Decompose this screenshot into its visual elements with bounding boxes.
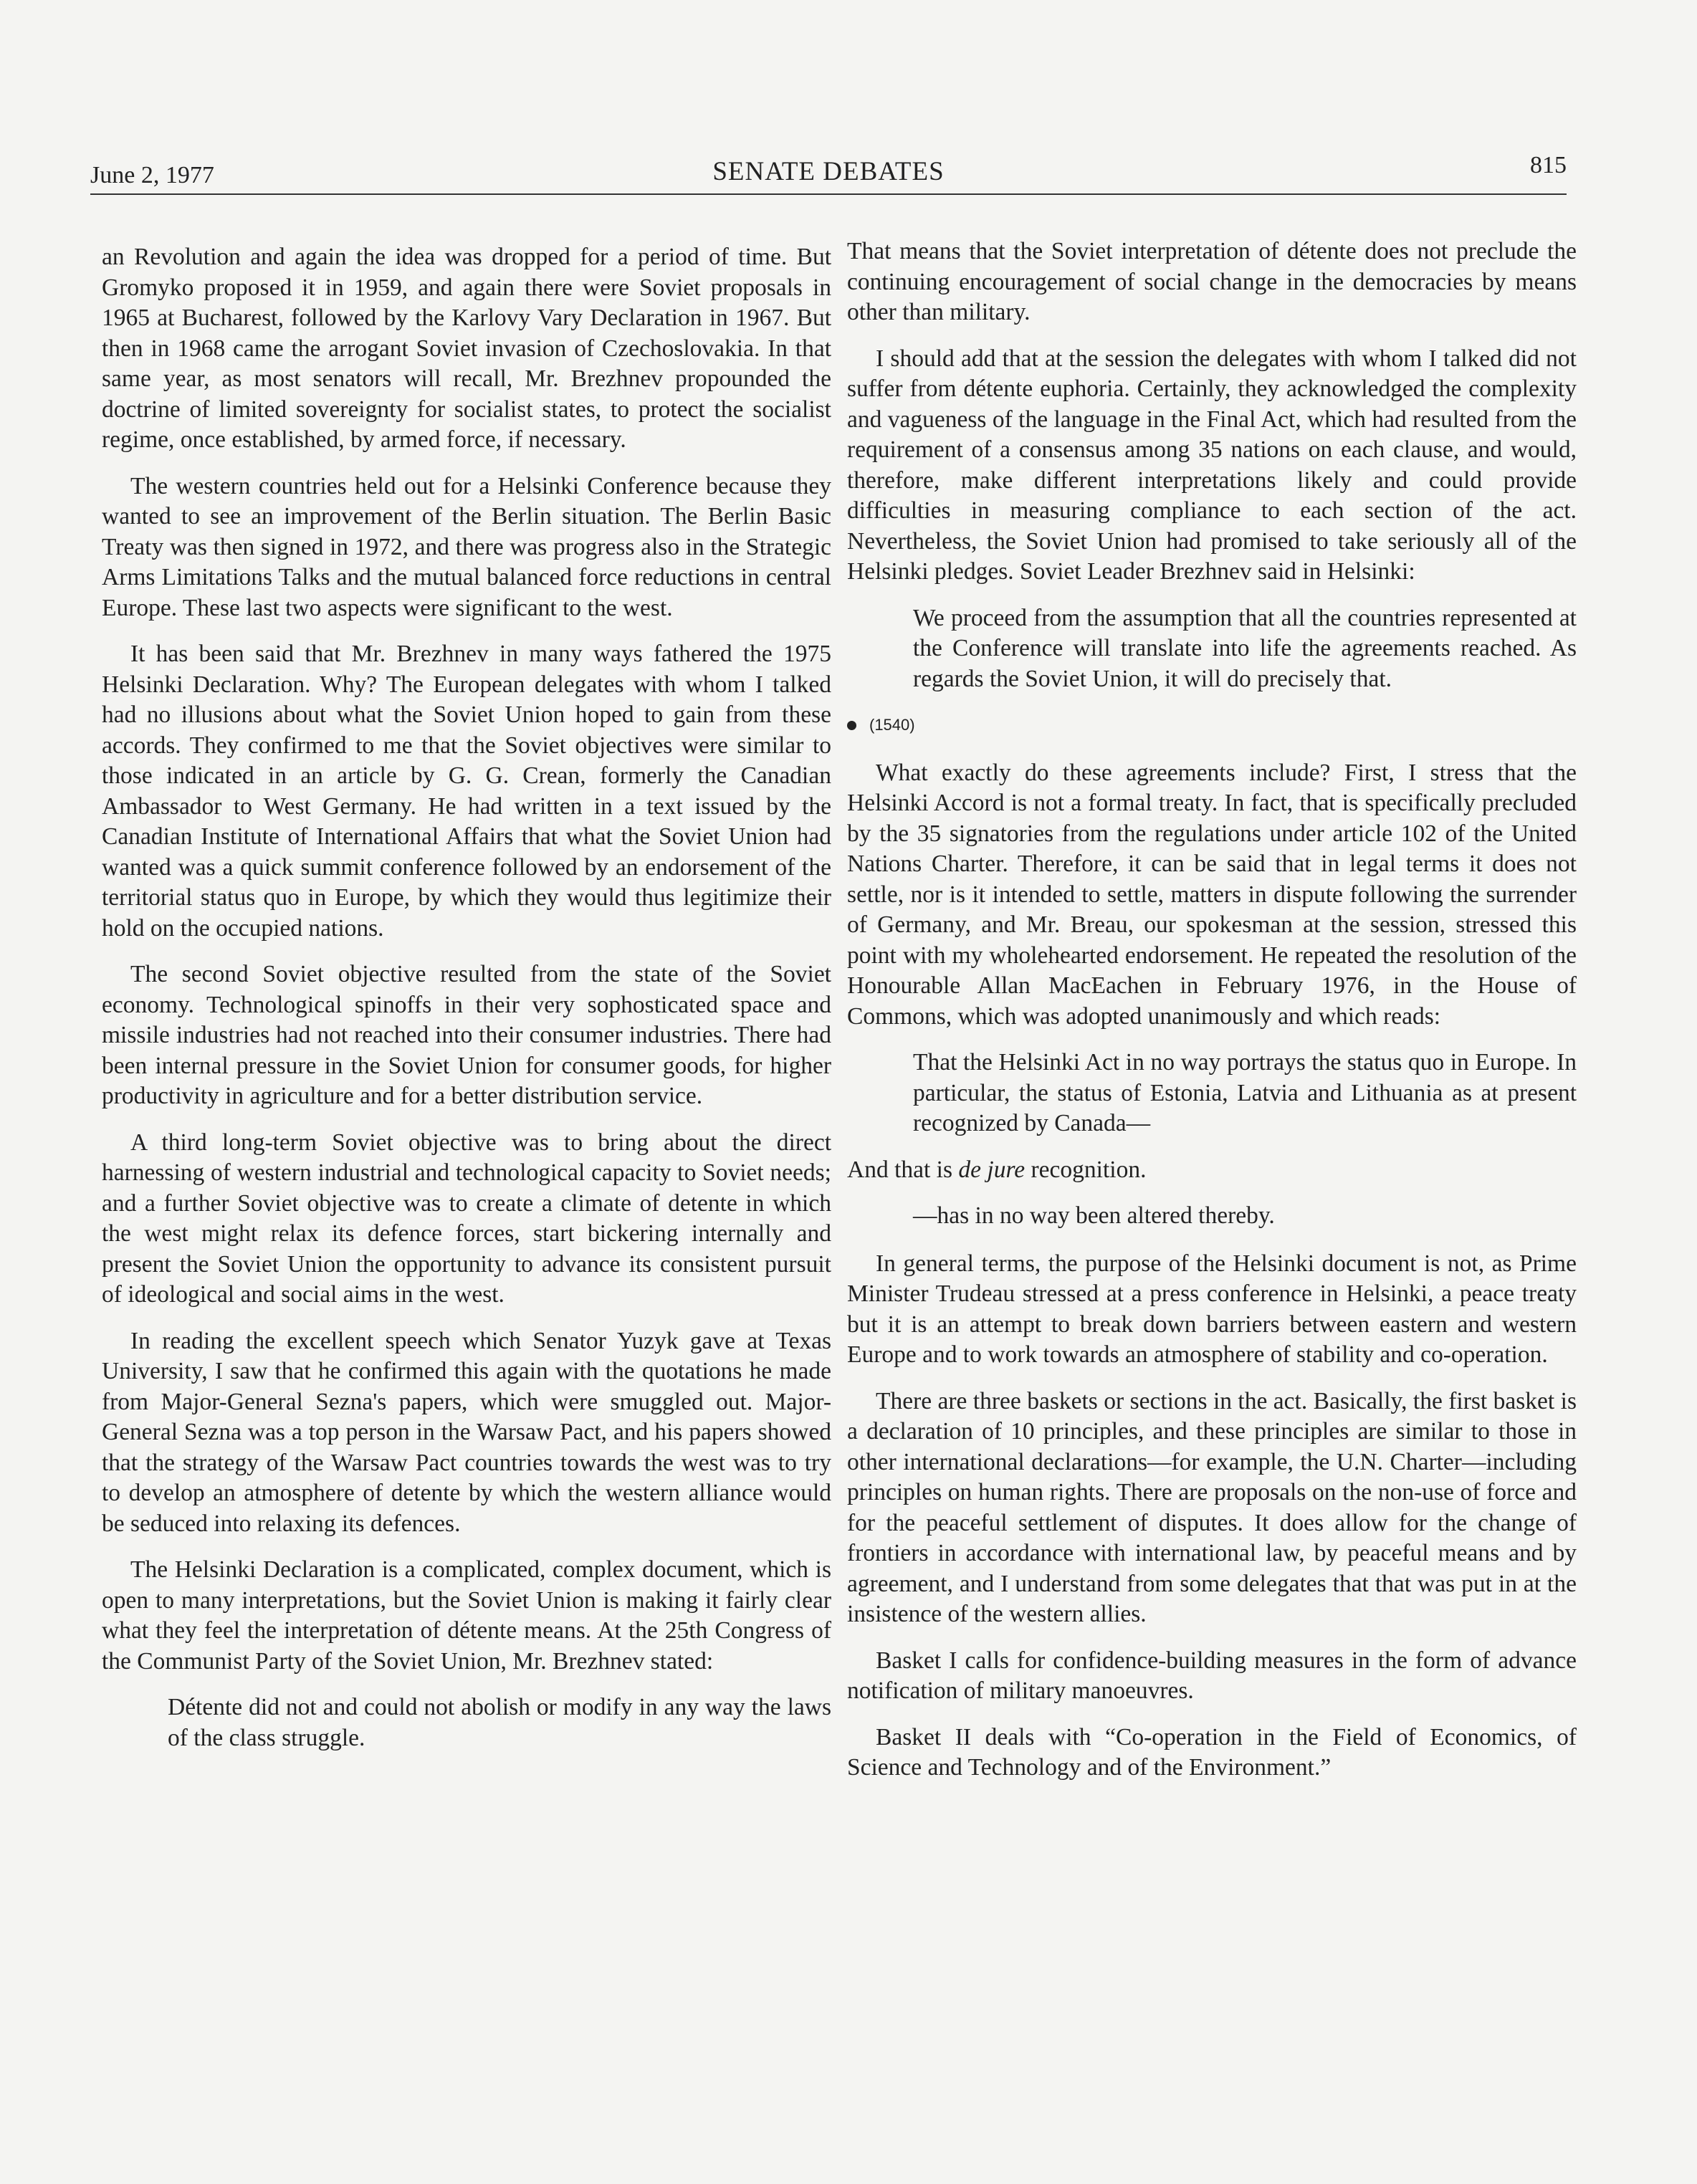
paragraph: The Helsinki Declaration is a complicated, complex document, which is open to many interpretations, but the Soviet Union is making it fairly clear what they feel the interpretation of détente means. At the 25th Congress of the Communist Party of the Soviet Union, Mr. Brezhnev stated:	[102, 1556, 831, 1675]
interjection	[847, 1155, 1577, 1186]
paragraph: There are three baskets or sections in the act. Basically, the first basket is a declaration of 10 principles, and these principles are similar to those in other international declarations—for example, the U.N. Charter—including principles on human rights. There are proposals on the non-use of force and for the peaceful settlement of disputes. It does allow for the change of frontiers in accordance with international law, by peaceful means and by agreement, and I understand from some delegates that that was put in at the insistence of the western allies.	[847, 1387, 1577, 1627]
paragraph: It has been said that Mr. Brezhnev in many ways fathered the 1975 Helsinki Declaration. Why? The European delegates with whom I talked had no illusions about what the Soviet Union hoped to gain from these accords. They confirmed to me that the Soviet objectives were similar to those indicated in an article by G. G. Crean, formerly the Canadian Ambassador to West Germany. He had written in a text issued by the Canadian Institute of International Affairs that what the Soviet Union had wanted was a quick summit conference followed by an endorsement of the territorial status quo in Europe, by which they would thus legitimize their hold on the occupied nations.	[102, 641, 831, 942]
paragraph: In reading the excellent speech which Senator Yuzyk gave at Texas University, I saw that he confirmed this again with the quotations he made from Major-General Sezna's papers, which were smuggled out. Major-General Sezna was a top person in the Warsaw Pact, and his papers showed that the strategy of the Warsaw Pact countries towards the west was to try to develop an atmosphere of detente by which the western alliance would be seduced into relaxing its defences.	[102, 1327, 831, 1537]
paragraph: That means that the Soviet interpretation of détente does not preclude the continuing encouragement of social change in the democracies by means other than military.	[847, 238, 1577, 325]
paragraph: The second Soviet objective resulted from the state of the Soviet economy. Technological spinoffs in their very sophosticated space and missile industries had not reached into their consumer industries. There had been internal pressure in the Soviet Union for consumer goods, for higher productivity in agriculture and for a better distribution service.	[102, 961, 831, 1109]
paragraph: I should add that at the session the delegates with whom I talked did not suffer from détente euphoria. Certainly, they acknowledged the complexity and vagueness of the language in the Final Act, which had resulted from the requirement of a consensus among 35 nations on each clause, and would, therefore, make different interpretations likely and could provide difficulties in measuring compliance to each section of the act. Nevertheless, the Soviet Union had promised to take seriously all of the Helsinki pledges. Soviet Leader Brezhnev said in Helsinki:	[847, 345, 1577, 585]
time-marker-label: (1540)	[869, 716, 915, 734]
page-number: 815	[1530, 152, 1567, 178]
block-quote: Détente did not and could not abolish or modify in any way the laws of the class struggle.	[168, 1694, 831, 1751]
left-column	[102, 242, 831, 1769]
paragraph: A third long-term Soviet objective was to bring about the direct harnessing of western industrial and technological capacity to Soviet needs; and a further Soviet objective was to create a climate of detente in which the west might relax its defence forces, start bickering internally and present the Soviet Union the opportunity to advance its consistent pursuit of ideological and social aims in the west.	[102, 1129, 831, 1308]
paragraph: Basket I calls for confidence-building measures in the form of advance notification of military manoeuvres.	[847, 1647, 1577, 1704]
block-quote: We proceed from the assumption that all the countries represented at the Conference will translate into life the agreements reached. As regards the Soviet Union, it will do precisely that.	[913, 604, 1577, 692]
paragraph: What exactly do these agreements include? First, I stress that the Helsinki Accord is not a formal treaty. In fact, that is specifically precluded by the 35 signatories from the regulations under article 102 of the United Nations Charter. Therefore, it can be said that in legal terms it does not settle, nor is it intended to settle, matters in dispute following the surrender of Germany, and Mr. Breau, our spokesman at the session, stressed this point with my wholehearted endorsement. He repeated the resolution of the Honourable Allan MacEachen in February 1976, in the House of Commons, which was adopted unanimously and which reads:	[847, 759, 1577, 1030]
bullet-icon	[847, 721, 856, 730]
paragraph: The western countries held out for a Helsinki Conference because they wanted to see an improvement of the Berlin situation. The Berlin Basic Treaty was then signed in 1972, and there was progress also in the Strategic Arms Limitations Talks and the mutual balanced force reductions in central Europe. These last two aspects were significant to the west.	[102, 472, 831, 621]
interjection-text-end: recognition.	[1025, 1156, 1147, 1183]
header-date: June 2, 1977	[90, 162, 214, 188]
paragraph: an Revolution and again the idea was dropped for a period of time. But Gromyko proposed it in 1959, and again there were Soviet proposals in 1965 at Bucharest, followed by the Karlovy Vary Declaration in 1967. But then in 1968 came the arrogant Soviet invasion of Czechoslovakia. In that same year, as most senators will recall, Mr. Brezhnev propounded the doctrine of limited sovereignty for socialist states, to protect the socialist regime, once established, by armed force, if necessary.	[102, 244, 831, 453]
interjection-text: And that is	[847, 1156, 959, 1183]
time-marker	[847, 710, 1577, 741]
paragraph: In general terms, the purpose of the Helsinki document is not, as Prime Minister Trudeau stressed at a press conference in Helsinki, a peace treaty but it is an attempt to break down barriers between eastern and western Europe and to work towards an atmosphere of stability and co-operation.	[847, 1250, 1577, 1368]
block-quote-continuation: —has in no way been altered thereby.	[913, 1202, 1275, 1229]
header-title: SENATE DEBATES	[712, 157, 945, 186]
interjection-emphasis: de jure	[958, 1156, 1026, 1183]
right-column	[847, 236, 1577, 1799]
block-quote: That the Helsinki Act in no way portrays the status quo in Europe. In particular, the status of Estonia, Latvia and Lithuania as at present recognized by Canada—	[913, 1049, 1577, 1136]
paragraph: Basket II deals with “Co-operation in the Field of Economics, of Science and Technology and of the Environment.”	[847, 1723, 1577, 1781]
page-header	[90, 152, 1567, 195]
